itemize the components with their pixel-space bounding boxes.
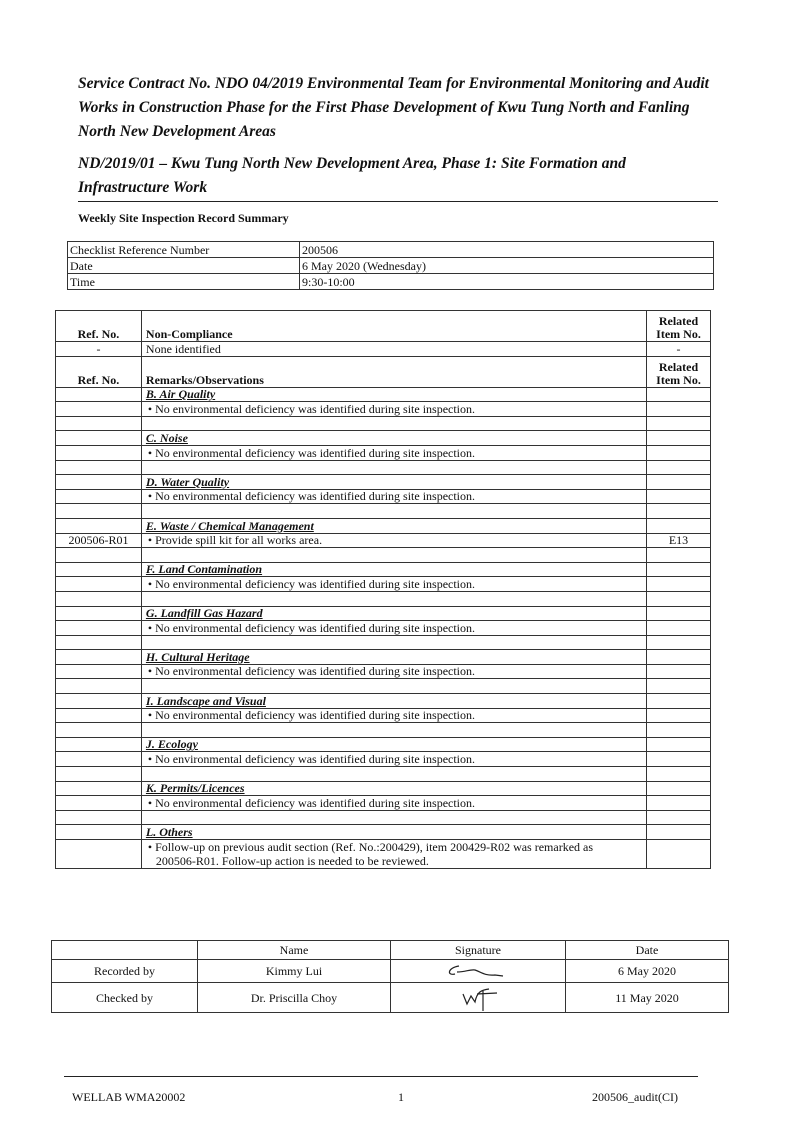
inspection-table: [55, 310, 711, 869]
spacer-row: [56, 548, 711, 563]
ref-no-header: Ref. No.: [56, 356, 142, 387]
empty-cell: [141, 635, 646, 650]
signature-header: Signature: [391, 941, 566, 960]
project-title: ND/2019/01 – Kwu Tung North New Development Area, Phase 1: Site Formation and Infrastructure Work: [78, 155, 626, 196]
empty-cell: [647, 606, 711, 621]
spacer-row: [56, 460, 711, 475]
info-label: Checklist Reference Number: [68, 242, 300, 258]
ref-no-cell: [56, 445, 142, 460]
empty-cell: [647, 737, 711, 752]
section-heading-row: [56, 475, 711, 490]
signoff-table: [51, 940, 729, 1013]
empty-cell: [56, 810, 142, 825]
info-label: Date: [68, 258, 300, 274]
info-value: 200506: [300, 242, 714, 258]
section-heading-row: [56, 431, 711, 446]
empty-cell: [141, 679, 646, 694]
ref-no-cell: [56, 621, 142, 636]
section-remark-row: [56, 840, 711, 869]
section-remark-text: • No environmental deficiency was identified during site inspection.: [141, 489, 646, 504]
related-item-header: Related Item No.: [647, 311, 711, 342]
empty-cell: [141, 591, 646, 606]
ref-no-cell: [56, 752, 142, 767]
empty-cell: [56, 679, 142, 694]
spacer-row: [56, 767, 711, 782]
empty-cell: [56, 650, 142, 665]
contract-title: Service Contract No. NDO 04/2019 Environmental Team for Environmental Monitoring and Audit Works in Construction Phase for the First Phase Development of Kwu Tung North and Fanling North New Development Areas: [78, 75, 709, 140]
section-remark-row: [56, 577, 711, 592]
section-remark-text: • No environmental deficiency was identified during site inspection.: [141, 664, 646, 679]
empty-cell: [56, 387, 142, 402]
section-heading: E. Waste / Chemical Management: [141, 518, 646, 533]
section-heading: B. Air Quality: [141, 387, 646, 402]
empty-cell: [647, 562, 711, 577]
empty-cell: [647, 387, 711, 402]
section-heading: K. Permits/Licences: [141, 781, 646, 796]
signoff-role: Checked by: [52, 983, 198, 1013]
checklist-info-table: [67, 241, 714, 290]
empty-cell: [56, 723, 142, 738]
empty-cell: [647, 723, 711, 738]
spacer-row: [56, 810, 711, 825]
empty-cell: [56, 591, 142, 606]
ref-no-cell: [56, 664, 142, 679]
ref-no-cell: -: [56, 342, 142, 357]
related-item-cell: [647, 489, 711, 504]
section-remark-text: • No environmental deficiency was identified during site inspection.: [141, 752, 646, 767]
empty-cell: [647, 767, 711, 782]
info-value: 9:30-10:00: [300, 274, 714, 290]
name-header: Name: [198, 941, 391, 960]
noncompliance-header: Non-Compliance: [141, 311, 646, 342]
ref-no-cell: 200506-R01: [56, 533, 142, 548]
empty-cell: [56, 416, 142, 431]
related-item-cell: [647, 621, 711, 636]
signature-image: [391, 983, 566, 1013]
spacer-row: [56, 723, 711, 738]
signoff-row: [52, 983, 729, 1013]
empty-cell: [56, 475, 142, 490]
empty-cell: [647, 475, 711, 490]
empty-cell: [56, 562, 142, 577]
empty-cell: [647, 635, 711, 650]
spacer-row: [56, 635, 711, 650]
related-item-cell: [647, 796, 711, 811]
empty-cell: [647, 781, 711, 796]
empty-cell: [56, 518, 142, 533]
empty-cell: [647, 548, 711, 563]
empty-cell: [141, 416, 646, 431]
ref-no-cell: [56, 402, 142, 417]
section-remark-text: • No environmental deficiency was identified during site inspection.: [141, 577, 646, 592]
section-remark-row: [56, 796, 711, 811]
related-item-cell: [647, 577, 711, 592]
record-title: Weekly Site Inspection Record Summary: [78, 211, 289, 225]
section-heading-row: [56, 781, 711, 796]
section-heading: D. Water Quality: [141, 475, 646, 490]
related-item-header: Related Item No.: [647, 356, 711, 387]
empty-cell: [647, 679, 711, 694]
section-heading: F. Land Contamination: [141, 562, 646, 577]
section-remark-row: [56, 752, 711, 767]
empty-cell: [56, 635, 142, 650]
related-item-cell: -: [647, 342, 711, 357]
empty-cell: [56, 606, 142, 621]
ref-no-cell: [56, 708, 142, 723]
section-heading-row: [56, 518, 711, 533]
signoff-date: 11 May 2020: [566, 983, 729, 1013]
remarks-header: Remarks/Observations: [141, 356, 646, 387]
header-divider: [78, 201, 718, 202]
section-heading-row: [56, 387, 711, 402]
section-heading-row: [56, 825, 711, 840]
section-remark-row: [56, 489, 711, 504]
spacer-row: [56, 591, 711, 606]
empty-cell: [141, 504, 646, 519]
ref-no-header: Ref. No.: [56, 311, 142, 342]
info-value: 6 May 2020 (Wednesday): [300, 258, 714, 274]
section-heading: H. Cultural Heritage: [141, 650, 646, 665]
date-header: Date: [566, 941, 729, 960]
section-remark-text: • No environmental deficiency was identified during site inspection.: [141, 402, 646, 417]
noncompliance-row: [56, 342, 711, 357]
related-item-cell: [647, 664, 711, 679]
related-item-cell: [647, 752, 711, 767]
section-heading-row: [56, 606, 711, 621]
related-item-cell: [647, 402, 711, 417]
related-item-cell: [647, 445, 711, 460]
footer-divider: [64, 1076, 698, 1077]
spacer-row: [56, 504, 711, 519]
noncompliance-text: None identified: [141, 342, 646, 357]
ref-no-cell: [56, 489, 142, 504]
section-remark-text: • No environmental deficiency was identified during site inspection.: [141, 708, 646, 723]
signature-image: [391, 960, 566, 983]
empty-cell: [141, 767, 646, 782]
section-heading-row: [56, 562, 711, 577]
spacer-row: [56, 416, 711, 431]
empty-cell: [56, 737, 142, 752]
empty-cell: [647, 431, 711, 446]
empty-cell: [56, 504, 142, 519]
info-row: [68, 258, 714, 274]
section-remark-text: • No environmental deficiency was identified during site inspection.: [141, 445, 646, 460]
empty-cell: [647, 416, 711, 431]
signoff-role: Recorded by: [52, 960, 198, 983]
empty-cell: [56, 460, 142, 475]
section-remark-text: • Provide spill kit for all works area.: [141, 533, 646, 548]
signoff-row: [52, 960, 729, 983]
page-number: 1: [398, 1090, 404, 1104]
section-remark-row: [56, 402, 711, 417]
section-heading: G. Landfill Gas Hazard: [141, 606, 646, 621]
section-remark-row: [56, 445, 711, 460]
empty-cell: [56, 767, 142, 782]
signoff-header-row: [52, 941, 729, 960]
section-remark-text: • No environmental deficiency was identified during site inspection.: [141, 621, 646, 636]
info-row: [68, 242, 714, 258]
ref-no-cell: [56, 577, 142, 592]
section-remark-text: • Follow-up on previous audit section (Ref. No.:200429), item 200429-R02 was remarked as 200506-R01. Follow-up action is needed to be reviewed.: [141, 840, 646, 869]
ref-no-cell: [56, 796, 142, 811]
section-heading-row: [56, 650, 711, 665]
empty-cell: [647, 810, 711, 825]
empty-cell: [647, 460, 711, 475]
section-heading: L. Others: [141, 825, 646, 840]
info-label: Time: [68, 274, 300, 290]
empty-cell: [141, 548, 646, 563]
section-heading: I. Landscape and Visual: [141, 694, 646, 709]
empty-cell: [141, 460, 646, 475]
section-heading-row: [56, 694, 711, 709]
empty-cell: [647, 694, 711, 709]
empty-cell: [56, 694, 142, 709]
signoff-name: Dr. Priscilla Choy: [198, 983, 391, 1013]
empty-cell: [56, 431, 142, 446]
empty-cell: [56, 781, 142, 796]
section-heading-row: [56, 737, 711, 752]
section-remark-row: [56, 708, 711, 723]
section-heading: C. Noise: [141, 431, 646, 446]
signoff-date: 6 May 2020: [566, 960, 729, 983]
footer-right: 200506_audit(CI): [592, 1090, 678, 1104]
section-remark-text: • No environmental deficiency was identified during site inspection.: [141, 796, 646, 811]
related-item-cell: [647, 708, 711, 723]
section-remark-row: [56, 533, 711, 548]
remarks-header-row: [56, 356, 711, 387]
empty-cell: [647, 650, 711, 665]
empty-cell: [647, 518, 711, 533]
related-item-cell: E13: [647, 533, 711, 548]
empty-cell: [141, 810, 646, 825]
section-heading: J. Ecology: [141, 737, 646, 752]
empty-cell: [647, 591, 711, 606]
section-remark-row: [56, 621, 711, 636]
spacer-row: [56, 679, 711, 694]
empty-cell: [141, 723, 646, 738]
empty-cell: [56, 548, 142, 563]
info-row: [68, 274, 714, 290]
noncompliance-header-row: [56, 311, 711, 342]
empty-cell: [647, 504, 711, 519]
section-remark-row: [56, 664, 711, 679]
footer-left: WELLAB WMA20002: [72, 1090, 186, 1104]
signoff-name: Kimmy Lui: [198, 960, 391, 983]
